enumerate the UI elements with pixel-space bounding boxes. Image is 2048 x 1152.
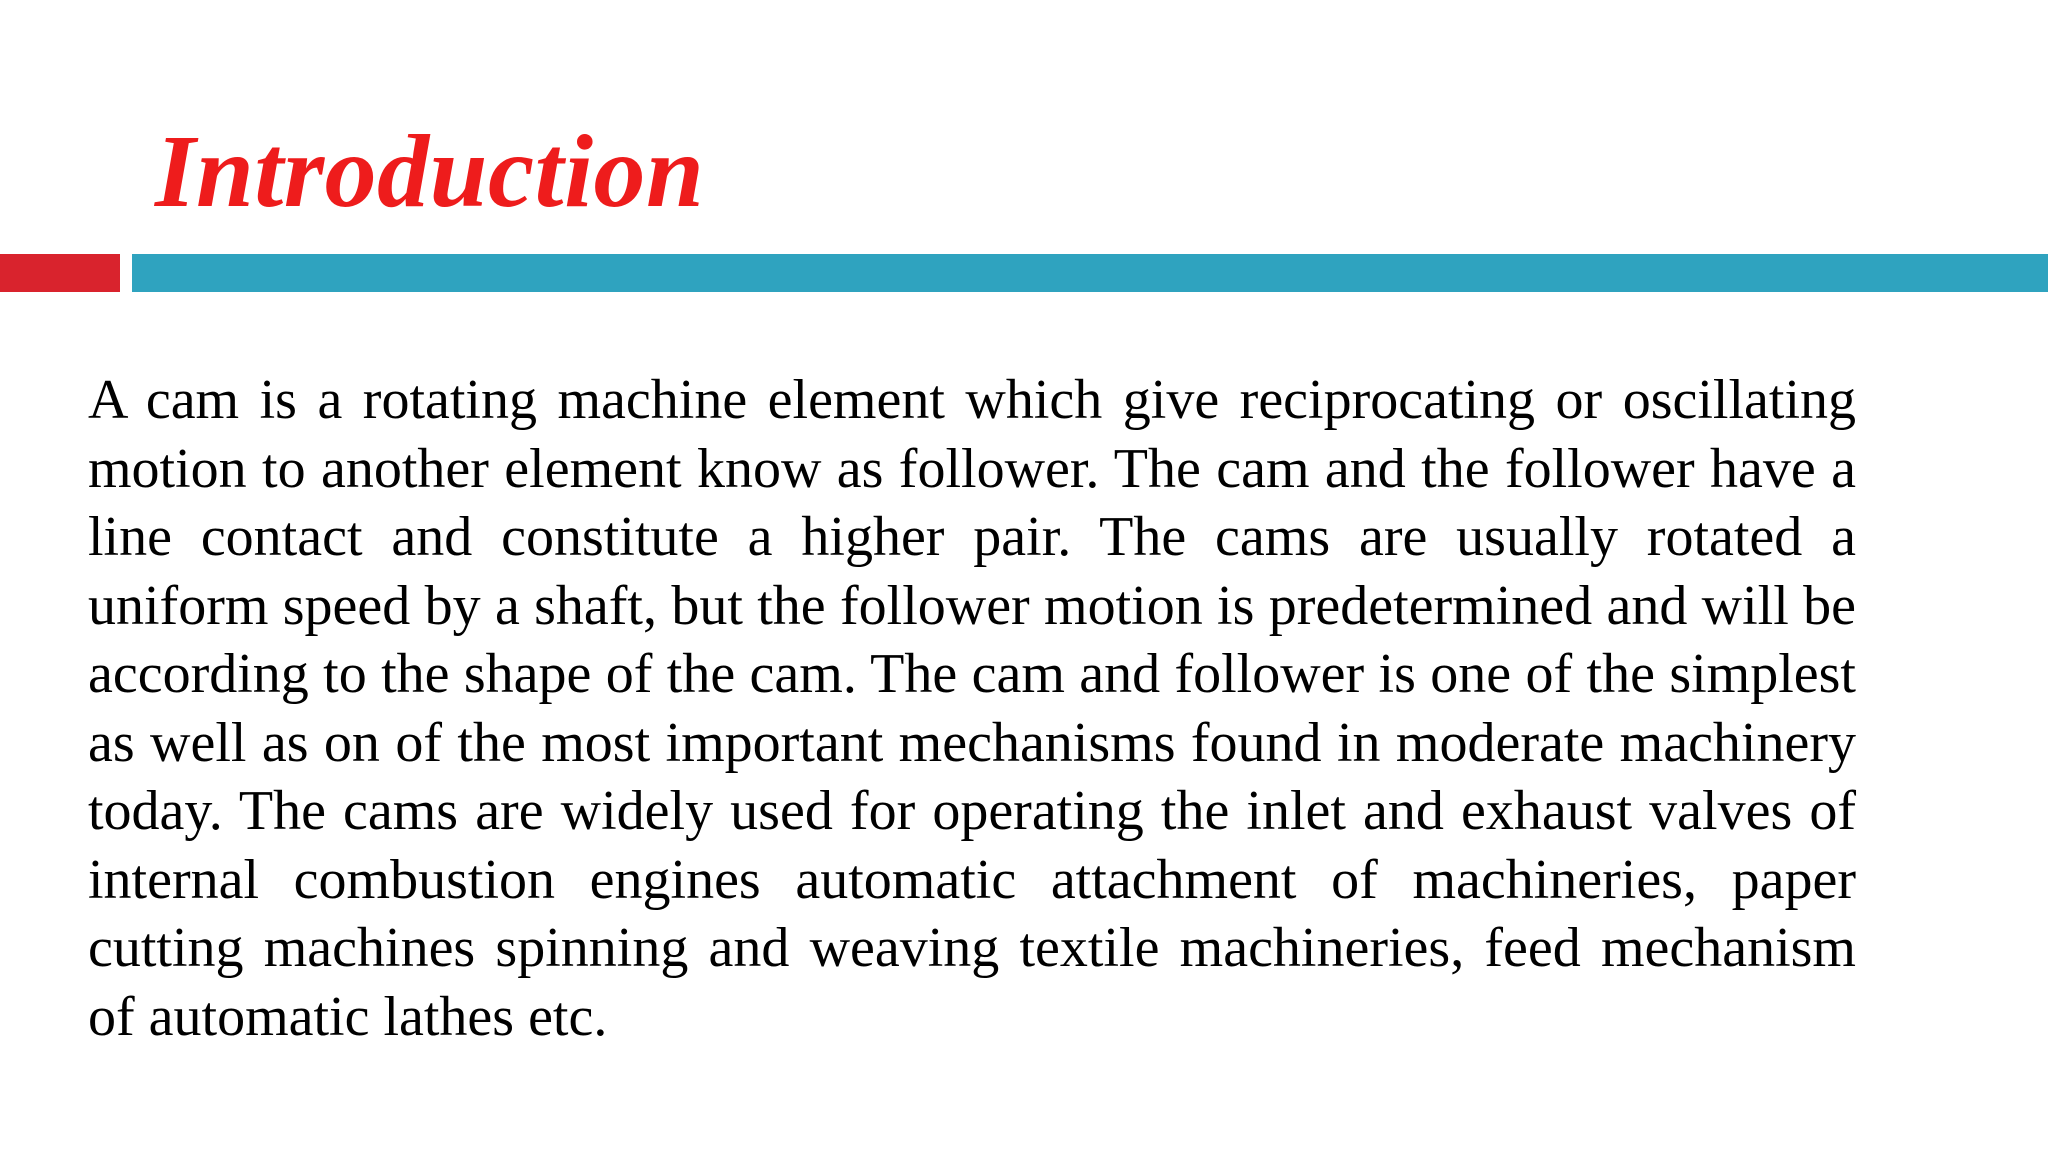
body-paragraph: A cam is a rotating machine element which give reciprocating or oscillating motion to another element know as follower. The cam and the follower have a line contact and constitute a higher pair. The cams are usually rotated a uniform speed by a shaft, but the follower motion is predetermined and will be according to the shape of the cam. The cam and follower is one of the simplest as well as on of the most important mechanisms found in moderate machinery today. The cams are widely used for operating the inlet and exhaust valves of internal combustion engines automatic attachment of machineries, paper cutting machines spinning and weaving textile machineries, feed mechanism of automatic lathes etc. xyxy=(88,369,1856,1048)
slide-title: Introduction xyxy=(155,114,705,229)
accent-bar-teal xyxy=(132,254,2048,292)
accent-bar-red xyxy=(0,254,120,292)
